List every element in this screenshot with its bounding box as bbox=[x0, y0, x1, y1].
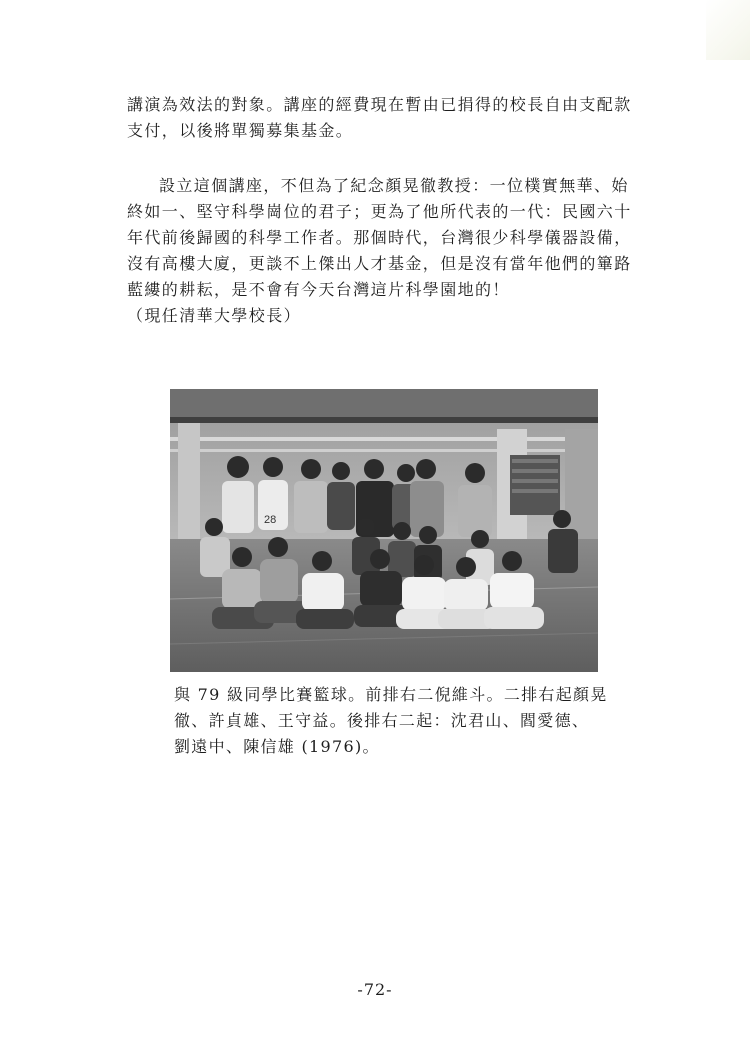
text-line: 藍縷的耕耘，是不會有今天台灣這片科學園地的！ bbox=[127, 280, 510, 299]
page-edge-shading bbox=[706, 0, 750, 60]
text-line: 支付，以後將單獨募集基金。 bbox=[127, 121, 354, 140]
text-line: 年代前後歸國的科學工作者。那個時代，台灣很少科學儀器設備， bbox=[127, 228, 632, 247]
jersey-number: 28 bbox=[264, 514, 277, 526]
text-line: 設立這個講座，不但為了紀念顏晃徹教授：一位樸實無華、始 bbox=[159, 176, 629, 195]
text-line: 終如一、堅守科學崗位的君子；更為了他所代表的一代：民國六十 bbox=[127, 202, 632, 221]
author-attribution: （現任清華大學校長） bbox=[127, 306, 302, 325]
page-number: -72- bbox=[357, 980, 393, 999]
text-line: 講演為效法的對象。講座的經費現在暫由已捐得的校長自由支配款 bbox=[127, 95, 632, 114]
caption-line: 徹、許貞雄、王守益。後排右二起：沈君山、閻愛德、 bbox=[174, 711, 590, 730]
photo-caption bbox=[174, 682, 619, 760]
caption-line: 與 79 級同學比賽籃球。前排右二倪維斗。二排右起顏晃 bbox=[174, 685, 608, 704]
group-photo bbox=[170, 389, 598, 672]
caption-line: 劉遠中、陳信雄 (1976)。 bbox=[174, 737, 380, 756]
paragraph-1 bbox=[127, 92, 637, 144]
text-line: 沒有高樓大廈，更談不上傑出人才基金，但是沒有當年他們的篳路 bbox=[127, 254, 632, 273]
paragraph-2 bbox=[127, 173, 637, 329]
